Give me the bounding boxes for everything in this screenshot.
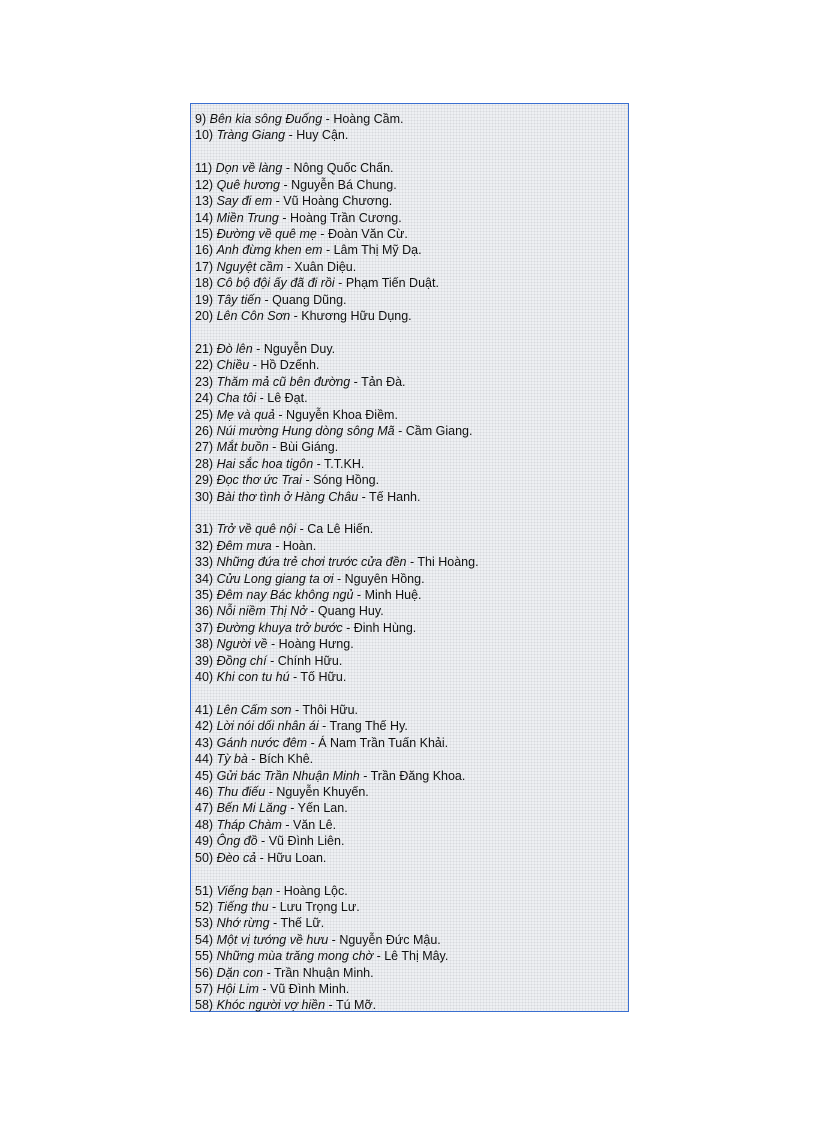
list-item xyxy=(195,915,628,931)
separator: - xyxy=(278,210,290,225)
poem-author: Hoàng Lộc. xyxy=(283,883,348,898)
item-number: 23) xyxy=(195,374,214,389)
list-item xyxy=(195,111,628,127)
list-item xyxy=(195,226,628,242)
poem-title: Gửi bác Trần Nhuận Minh xyxy=(216,768,360,783)
poem-title: Viếng bạn xyxy=(216,883,273,898)
poem-author: Nguyễn Đức Mậu. xyxy=(339,932,441,947)
poem-title: Tháp Chàm xyxy=(216,817,282,832)
item-number: 55) xyxy=(195,949,214,964)
item-number: 30) xyxy=(195,489,214,504)
item-number: 36) xyxy=(195,604,214,619)
separator: - xyxy=(318,719,330,734)
list-item xyxy=(195,390,628,406)
item-number: 10) xyxy=(195,128,214,143)
separator: - xyxy=(359,768,371,783)
list-item xyxy=(195,127,628,143)
poem-list xyxy=(195,111,628,1014)
item-number: 15) xyxy=(195,226,214,241)
item-number: 12) xyxy=(195,177,214,192)
separator: - xyxy=(325,998,336,1013)
item-number: 11) xyxy=(195,161,213,176)
item-number: 58) xyxy=(195,998,214,1013)
separator: - xyxy=(313,456,325,471)
separator: - xyxy=(350,374,362,389)
poem-author: Chính Hữu. xyxy=(277,653,343,668)
separator: - xyxy=(252,341,264,356)
poem-title: Bên kia sông Đuống xyxy=(209,112,323,126)
poem-title: Lời nói dối nhân ái xyxy=(216,719,319,734)
separator: - xyxy=(256,850,268,865)
separator: - xyxy=(249,358,261,373)
separator: - xyxy=(406,555,418,570)
list-item xyxy=(195,259,628,275)
poem-author: Tú Mỡ. xyxy=(335,998,377,1013)
poem-title: Đồng chí xyxy=(216,653,267,668)
poem-title: Thu điếu xyxy=(216,785,266,800)
poem-title: Lên Côn Sơn xyxy=(216,308,291,323)
list-item xyxy=(195,341,628,357)
poem-title: Bài thơ tình ở Hàng Châu xyxy=(216,489,359,504)
separator: - xyxy=(271,538,283,553)
poem-author: T.T.KH. xyxy=(324,456,365,471)
poem-author: Trần Đăng Khoa. xyxy=(370,768,466,783)
item-number: 21) xyxy=(195,341,214,356)
poem-group xyxy=(195,883,628,1014)
item-number: 16) xyxy=(195,243,214,258)
item-number: 49) xyxy=(195,834,214,849)
separator: - xyxy=(353,588,365,603)
item-number: 46) xyxy=(195,785,214,800)
poem-title: Khóc người vợ hiền xyxy=(216,998,326,1013)
poem-author: Đinh Hùng. xyxy=(353,620,417,635)
poem-title: Đêm mưa xyxy=(216,538,272,553)
item-number: 51) xyxy=(195,883,214,898)
poem-author: Lê Thị Mây. xyxy=(384,949,449,964)
item-number: 40) xyxy=(195,670,214,685)
separator: - xyxy=(296,522,308,537)
list-item xyxy=(195,751,628,767)
poem-author: Nguyên Hồng. xyxy=(344,571,425,586)
separator: - xyxy=(247,752,259,767)
list-item xyxy=(195,718,628,734)
item-number: 43) xyxy=(195,735,214,750)
separator: - xyxy=(289,670,301,685)
poem-title: Thăm mả cũ bên đường xyxy=(216,374,351,389)
poem-author: Sóng Hồng. xyxy=(313,473,380,488)
poem-title: Những mùa trăng mong chờ xyxy=(216,949,374,964)
list-item xyxy=(195,883,628,899)
list-item xyxy=(195,210,628,226)
separator: - xyxy=(256,391,268,406)
poem-author: Nguyễn Khoa Điềm. xyxy=(286,407,398,422)
poem-title: Khi con tu hú xyxy=(216,670,290,685)
poem-author: Tế Hanh. xyxy=(369,489,421,504)
list-item xyxy=(195,653,628,669)
poem-author: Huy Cận. xyxy=(296,128,349,143)
poem-title: Gánh nước đêm xyxy=(216,735,308,750)
poem-title: Trở về quê nội xyxy=(216,522,297,537)
separator: - xyxy=(269,916,281,931)
item-number: 24) xyxy=(195,391,214,406)
list-item xyxy=(195,669,628,685)
list-item xyxy=(195,850,628,866)
poem-title: Anh đừng khen em xyxy=(216,243,323,258)
separator: - xyxy=(322,243,334,258)
item-number: 52) xyxy=(195,899,214,914)
list-item xyxy=(195,160,628,176)
list-item xyxy=(195,292,628,308)
separator: - xyxy=(306,604,318,619)
list-item xyxy=(195,554,628,570)
separator: - xyxy=(286,801,298,816)
item-number: 37) xyxy=(195,620,214,635)
poem-title: Miền Trung xyxy=(216,210,279,225)
item-number: 17) xyxy=(195,259,214,274)
item-number: 42) xyxy=(195,719,214,734)
poem-author: Tố Hữu. xyxy=(300,670,347,685)
poem-author: Lâm Thị Mỹ Dạ. xyxy=(333,243,422,258)
item-number: 22) xyxy=(195,358,214,373)
poem-author: Hoàn. xyxy=(282,538,317,553)
list-item xyxy=(195,177,628,193)
separator: - xyxy=(265,785,277,800)
list-item xyxy=(195,472,628,488)
poem-author: Quang Dũng. xyxy=(272,292,347,307)
item-number: 41) xyxy=(195,703,214,717)
poem-author: Thôi Hữu. xyxy=(302,703,359,717)
poem-author: Hồ Dzếnh. xyxy=(260,358,320,373)
list-item xyxy=(195,997,628,1013)
poem-title: Đò lên xyxy=(216,341,253,356)
poem-title: Mắt buồn xyxy=(216,440,269,455)
separator: - xyxy=(267,637,279,652)
poem-title: Tiếng thu xyxy=(216,899,269,914)
separator: - xyxy=(333,571,345,586)
item-number: 45) xyxy=(195,768,214,783)
list-item xyxy=(195,374,628,390)
poem-author: Thế Lữ. xyxy=(280,916,325,931)
item-number: 19) xyxy=(195,292,214,307)
list-item xyxy=(195,571,628,587)
list-item xyxy=(195,489,628,505)
item-number: 25) xyxy=(195,407,214,422)
item-number: 27) xyxy=(195,440,214,455)
separator: - xyxy=(358,489,370,504)
poem-group xyxy=(195,341,628,505)
separator: - xyxy=(266,653,278,668)
item-number: 13) xyxy=(195,194,214,209)
poem-title: Đường về quê mẹ xyxy=(216,226,317,241)
poem-title: Cha tôi xyxy=(216,391,257,406)
poem-author: Yến Lan. xyxy=(297,801,348,816)
item-number: 56) xyxy=(195,965,214,980)
list-item xyxy=(195,620,628,636)
list-item xyxy=(195,981,628,997)
item-number: 54) xyxy=(195,932,214,947)
poem-author: Lê Đạt. xyxy=(267,391,308,406)
poem-title: Hội Lim xyxy=(216,982,259,996)
poem-author: Vũ Hoàng Chương. xyxy=(283,194,393,209)
poem-title: Quê hương xyxy=(216,177,280,192)
poem-title: Tràng Giang xyxy=(216,128,286,143)
poem-author: Đoàn Văn Cừ. xyxy=(327,226,408,241)
item-number: 9) xyxy=(195,112,207,126)
poem-title: Một vị tướng về hưu xyxy=(216,932,329,947)
separator: - xyxy=(272,883,284,898)
poem-title: Tây tiến xyxy=(216,292,262,307)
poem-title: Nhớ rừng xyxy=(216,916,270,931)
poem-author: Cầm Giang. xyxy=(405,423,473,438)
list-item xyxy=(195,784,628,800)
separator: - xyxy=(307,735,319,750)
item-number: 34) xyxy=(195,571,214,586)
poem-author: Trần Nhuận Minh. xyxy=(274,965,374,980)
poem-group xyxy=(195,160,628,324)
poem-author: Trang Thế Hy. xyxy=(329,719,408,734)
poem-author: Xuân Diệu. xyxy=(294,259,357,274)
item-number: 44) xyxy=(195,752,214,767)
item-number: 35) xyxy=(195,588,214,603)
poem-title: Núi mường Hung dòng sông Mã xyxy=(216,423,395,438)
poem-author: Minh Huệ. xyxy=(364,588,422,603)
poem-author: Tản Đà. xyxy=(361,374,406,389)
poem-author: Hữu Loan. xyxy=(267,850,327,865)
poem-author: Bùi Giáng. xyxy=(279,440,339,455)
separator: - xyxy=(258,982,271,996)
list-item xyxy=(195,407,628,423)
separator: - xyxy=(283,259,295,274)
separator: - xyxy=(268,440,280,455)
list-item xyxy=(195,817,628,833)
poem-title: Cửu Long giang ta ơi xyxy=(216,571,334,586)
poem-author: Văn Lê. xyxy=(292,817,337,832)
poem-author: Vũ Đình Minh. xyxy=(270,982,350,996)
poem-group xyxy=(195,521,628,685)
poem-title: Ông đồ xyxy=(216,834,258,849)
poem-title: Hai sắc hoa tigôn xyxy=(216,456,314,471)
list-item xyxy=(195,800,628,816)
list-item xyxy=(195,948,628,964)
list-item xyxy=(195,587,628,603)
separator: - xyxy=(285,128,297,143)
poem-author: Bích Khê. xyxy=(258,752,314,767)
poem-author: Lưu Trọng Lư. xyxy=(279,899,360,914)
separator: - xyxy=(282,161,294,176)
poem-author: Phạm Tiến Duật. xyxy=(345,276,439,291)
poem-author: Ca Lê Hiến. xyxy=(307,522,374,537)
poem-title: Đọc thơ ức Trai xyxy=(216,473,302,488)
item-number: 28) xyxy=(195,456,214,471)
poem-author: Nguyễn Duy. xyxy=(263,341,336,356)
separator: - xyxy=(272,194,284,209)
list-item xyxy=(195,439,628,455)
poem-title: Đèo cả xyxy=(216,850,257,865)
poem-author: Nguyễn Khuyến. xyxy=(276,785,369,800)
poem-title: Đường khuya trở bước xyxy=(216,620,343,635)
separator: - xyxy=(280,177,292,192)
poem-title: Say đi em xyxy=(216,194,273,209)
separator: - xyxy=(373,949,385,964)
poem-title: Người về xyxy=(216,637,268,652)
separator: - xyxy=(334,276,346,291)
item-number: 14) xyxy=(195,210,214,225)
list-item xyxy=(195,603,628,619)
poem-author: Hoàng Cầm. xyxy=(333,112,404,126)
poem-author: Thi Hoàng. xyxy=(417,555,479,570)
separator: - xyxy=(261,292,273,307)
poem-author: Vũ Đình Liên. xyxy=(268,834,345,849)
separator: - xyxy=(257,834,269,849)
poem-title: Nỗi niềm Thị Nở xyxy=(216,604,307,619)
item-number: 50) xyxy=(195,850,214,865)
list-item xyxy=(195,768,628,784)
separator: - xyxy=(263,965,275,980)
list-item xyxy=(195,899,628,915)
list-item xyxy=(195,702,628,718)
list-item xyxy=(195,357,628,373)
separator: - xyxy=(394,423,406,438)
item-number: 31) xyxy=(195,522,214,537)
item-number: 38) xyxy=(195,637,214,652)
separator: - xyxy=(316,226,328,241)
list-item xyxy=(195,965,628,981)
list-item xyxy=(195,308,628,324)
list-item xyxy=(195,538,628,554)
poem-title: Cô bộ đội ấy đã đi rồi xyxy=(216,276,335,291)
poem-author: Hoàng Trần Cương. xyxy=(289,210,402,225)
poem-title: Dặn con xyxy=(216,965,264,980)
list-item xyxy=(195,735,628,751)
poem-author: Khương Hữu Dụng. xyxy=(301,308,412,323)
separator: - xyxy=(328,932,340,947)
poem-title: Chiều xyxy=(216,358,250,373)
poem-author: Quang Huy. xyxy=(317,604,384,619)
poem-author: Hoàng Hưng. xyxy=(278,637,354,652)
list-item xyxy=(195,636,628,652)
item-number: 29) xyxy=(195,473,214,488)
poem-author: Nguyễn Bá Chung. xyxy=(291,177,397,192)
separator: - xyxy=(342,620,354,635)
poem-title: Tỳ bà xyxy=(216,752,248,767)
poem-author: Á Nam Trần Tuấn Khải. xyxy=(318,735,449,750)
list-item xyxy=(195,521,628,537)
item-number: 33) xyxy=(195,555,214,570)
poem-title: Những đứa trẻ chơi trước cửa đền xyxy=(216,555,407,570)
item-number: 32) xyxy=(195,538,214,553)
poem-group xyxy=(195,702,628,866)
separator: - xyxy=(268,899,280,914)
separator: - xyxy=(322,112,334,126)
item-number: 20) xyxy=(195,308,214,323)
poem-title: Đêm nay Bác không ngủ xyxy=(216,588,354,603)
poem-list-box xyxy=(190,103,629,1012)
poem-title: Bến Mi Lăng xyxy=(216,801,287,816)
list-item xyxy=(195,242,628,258)
item-number: 53) xyxy=(195,916,214,931)
separator: - xyxy=(290,308,302,323)
separator: - xyxy=(281,817,293,832)
list-item xyxy=(195,833,628,849)
item-number: 48) xyxy=(195,817,214,832)
separator: - xyxy=(274,407,287,422)
poem-author: Nông Quốc Chấn. xyxy=(293,161,394,176)
poem-group xyxy=(195,111,628,144)
poem-title: Nguyệt cầm xyxy=(216,259,284,274)
separator: - xyxy=(301,473,314,488)
poem-title: Lên Cấm sơn xyxy=(216,703,292,717)
poem-title: Dọn về làng xyxy=(215,161,283,176)
item-number: 18) xyxy=(195,276,214,291)
item-number: 57) xyxy=(195,982,214,996)
item-number: 26) xyxy=(195,423,214,438)
list-item xyxy=(195,456,628,472)
poem-title: Mẹ và quả xyxy=(216,407,275,422)
list-item xyxy=(195,275,628,291)
item-number: 39) xyxy=(195,653,214,668)
list-item xyxy=(195,423,628,439)
item-number: 47) xyxy=(195,801,214,816)
separator: - xyxy=(291,703,303,717)
list-item xyxy=(195,193,628,209)
list-item xyxy=(195,932,628,948)
